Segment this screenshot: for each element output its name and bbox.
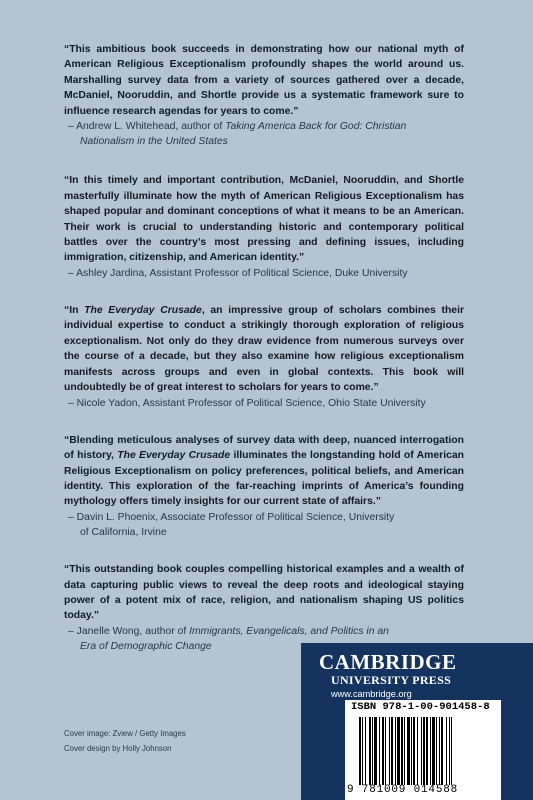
barcode-bar bbox=[372, 717, 373, 785]
quote-text-rest: , an impressive group of scholars combines their individual expertise to conduct a strikingly thorough exploration of religious exceptionalism. Not only do they draw evidence from numerous surveys over the course of a decade, but they also examine how religious exceptionalism manifests across groups and even in global contexts. This book will undoubtedly be of great interest to scholars for years to come.” bbox=[64, 305, 464, 394]
quote-text bbox=[64, 433, 464, 510]
book-title: Immigrants, Evangelicals, and Politics in an bbox=[189, 625, 389, 637]
quote-text-rest: illuminates the longstanding hold of American Religious Exceptionalism on policy preferences, political beliefs, and American identity. This exploration of the far-reaching imprints of America’s founding mythology offers timely insights for our current state of affairs.” bbox=[64, 450, 464, 508]
endorsement-whitehead bbox=[64, 42, 464, 149]
attribution-name: – Davin L. Phoenix, Associate Professor of Political Science, University bbox=[68, 511, 395, 523]
barcode-bar bbox=[369, 717, 371, 785]
book-title: Taking America Back for God: Christian bbox=[225, 121, 407, 133]
barcode-bar bbox=[436, 717, 437, 785]
barcode-bar bbox=[374, 717, 377, 785]
quote-text-start: “In bbox=[64, 305, 85, 317]
barcode-box bbox=[345, 700, 501, 800]
barcode-bar bbox=[389, 717, 390, 785]
barcode-bar bbox=[379, 717, 380, 785]
barcode-bar bbox=[426, 717, 428, 785]
cover-credits bbox=[64, 726, 186, 756]
quote-attribution bbox=[64, 119, 464, 149]
barcode-bar bbox=[395, 717, 396, 785]
isbn-text: ISBN 978-1-00-901458-8 bbox=[351, 701, 490, 713]
endorsement-phoenix bbox=[64, 433, 464, 540]
book-title: The Everyday Crusade bbox=[84, 305, 202, 317]
book-title-cont: Nationalism in the United States bbox=[80, 136, 228, 148]
barcode-bar bbox=[397, 717, 400, 785]
cover-image-credit: Cover image: Zview / Getty Images bbox=[64, 729, 186, 738]
quote-text: “This ambitious book succeeds in demonstrating how our national myth of American Religious Exceptionalism profoundly shapes the world around us. Marshalling survey data from a variety of sources gathered over a decade, McDaniel, Nooruddin, and Shortle provide us a systematic framework sure to influence research agendas for years to come.” bbox=[64, 44, 464, 117]
quote-text: “This outstanding book couples compelling historical examples and a wealth of data capturing public views to reveal the deep roots and ideological staying power of a potent mix of race, religion, and nationalism shaping US politics today.” bbox=[64, 564, 464, 622]
barcode-bar bbox=[362, 717, 363, 785]
barcode-bar bbox=[417, 717, 418, 785]
barcode-bar bbox=[382, 717, 384, 785]
barcode-bar bbox=[449, 717, 450, 785]
publisher-name: CAMBRIDGE bbox=[319, 650, 457, 674]
quote-attribution: – Ashley Jardina, Assistant Professor of Political Science, Duke University bbox=[68, 267, 408, 279]
barcode-bar bbox=[359, 717, 361, 785]
quote-attribution bbox=[64, 510, 464, 540]
attribution-name: – Andrew L. Whitehead, author of bbox=[68, 121, 226, 133]
barcode-bar bbox=[404, 717, 405, 785]
attribution-name: – Janelle Wong, author of bbox=[68, 625, 190, 637]
endorsement-wong bbox=[64, 562, 464, 654]
book-title-cont: Era of Demographic Change bbox=[80, 640, 212, 652]
barcode-bar bbox=[385, 717, 386, 785]
barcode-bar bbox=[439, 717, 440, 785]
barcode-bar bbox=[441, 717, 443, 785]
barcode-bar bbox=[446, 717, 447, 785]
barcode-bar bbox=[391, 717, 393, 785]
endorsements bbox=[64, 42, 464, 674]
endorsement-yadon bbox=[64, 303, 464, 411]
barcode-bar bbox=[423, 717, 425, 785]
quote-attribution: – Nicole Yadon, Assistant Professor of Political Science, Ohio State University bbox=[68, 397, 426, 409]
quote-text bbox=[64, 303, 464, 395]
barcode-bar bbox=[432, 717, 435, 785]
barcode-bar bbox=[413, 717, 415, 785]
publisher-url: www.cambridge.org bbox=[331, 689, 412, 699]
barcode-icon bbox=[359, 717, 491, 785]
cover-design-credit: Cover design by Holly Johnson bbox=[64, 744, 172, 753]
barcode-bar bbox=[451, 717, 452, 785]
barcode-bar bbox=[407, 717, 410, 785]
barcode-bar bbox=[365, 717, 366, 785]
attribution-cont: of California, Irvine bbox=[80, 526, 167, 538]
book-title: The Everyday Crusade bbox=[117, 450, 231, 462]
barcode-bar bbox=[401, 717, 403, 785]
endorsement-jardina bbox=[64, 173, 464, 281]
barcode-bar bbox=[430, 717, 431, 785]
barcode-bar bbox=[411, 717, 412, 785]
quote-text-start: “Blending meticulous analyses of survey data with deep, nuanced interrogation of history, bbox=[64, 434, 464, 462]
barcode-bar bbox=[421, 717, 422, 785]
barcode-digits: 9 781009 014588 bbox=[347, 784, 459, 796]
quote-text: “In this timely and important contribution, McDaniel, Nooruddin, and Shortle masterfully illuminate how the myth of American Religious Exceptionalism has shaped popular and dominant conceptions of what it means to be an American. Their work is crucial to understanding historic and contemporary political battles over the country’s most pressing and defining issues, including immigration, citizenship, and American identity.” bbox=[64, 175, 464, 264]
publisher-subtitle: UNIVERSITY PRESS bbox=[331, 673, 452, 687]
